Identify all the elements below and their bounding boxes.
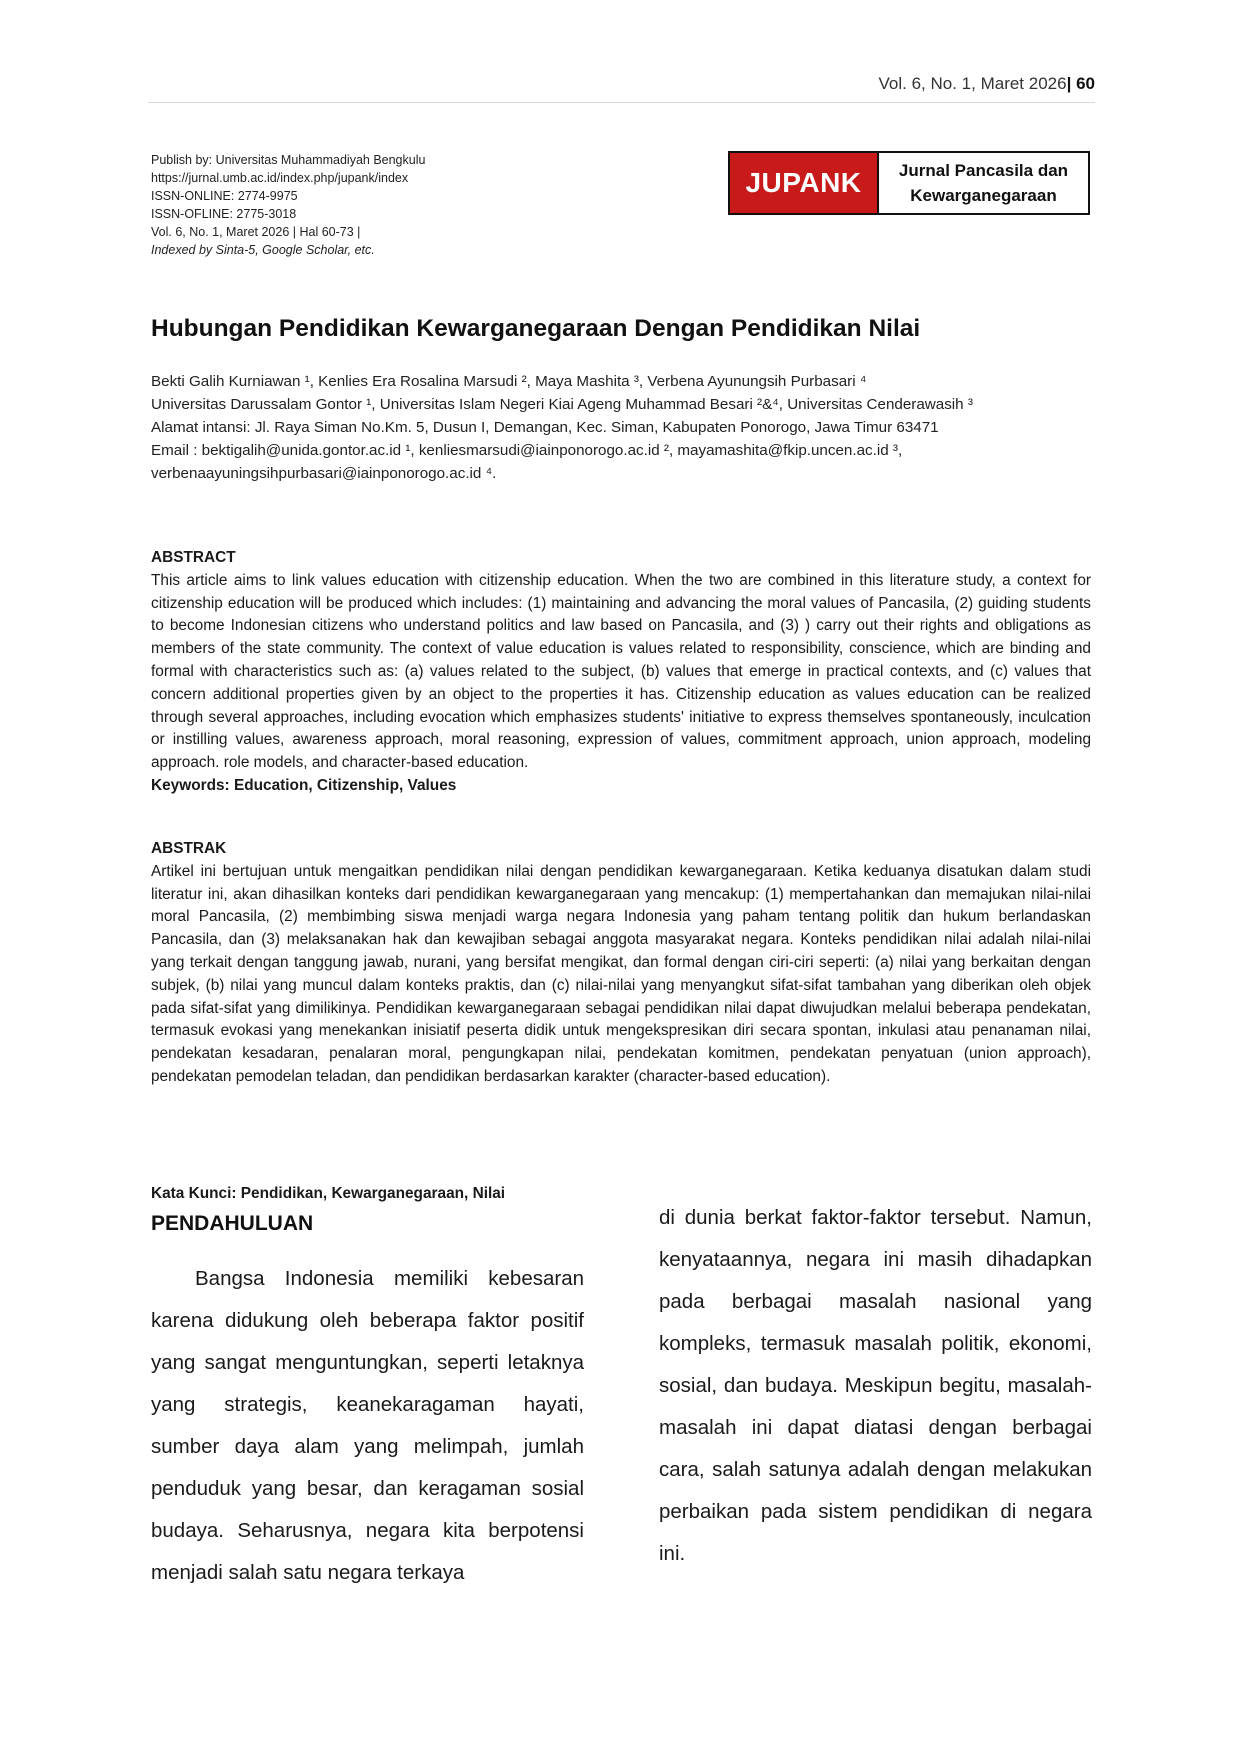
intro-paragraph: Bangsa Indonesia memiliki kebesaran karena didukung oleh beberapa faktor positif yang sangat menguntungkan, seperti letaknya yang strategis, keanekaragaman hayati, sumber daya alam yang melimpah, jumlah penduduk yang besar, dan keragaman sosial budaya. Seharusnya, negara kita berpotensi menjadi salah satu negara terkaya <box>151 1267 584 1584</box>
issue-pages: Vol. 6, No. 1, Maret 2026 | Hal 60-73 | <box>151 225 361 239</box>
journal-name <box>879 153 1088 213</box>
journal-name-line1: Jurnal Pancasila dan <box>898 161 1069 180</box>
author-emails-cont: verbenaayuningsihpurbasari@iainponorogo.ac.id ⁴. <box>151 465 497 482</box>
intro-paragraph-cont: di dunia berkat faktor-faktor tersebut. Namun, kenyataannya, negara ini masih dihadapkan pada berbagai masalah nasional yang kompleks, termasuk masalah politik, ekonomi, sosial, dan budaya. Meskipun begitu, masalah-masalah ini dapat diatasi dengan berbagai cara, salah satunya adalah dengan melakukan perbaikan pada sistem pendidikan di negara ini. <box>659 1206 1092 1565</box>
abstract-section <box>151 547 1091 798</box>
author-names: Bekti Galih Kurniawan ¹, Kenlies Era Rosalina Marsudi ², Maya Mashita ³, Verbena Ayunungsih Purbasari ⁴ <box>151 373 867 390</box>
volume-info: Vol. 6, No. 1, Maret 2026 <box>878 74 1067 93</box>
journal-url[interactable]: https://jurnal.umb.ac.id/index.php/jupank/index <box>151 171 409 185</box>
abstrak-section <box>151 838 1091 1089</box>
abstract-body: This article aims to link values education with citizenship education. When the two are combined in this literature study, a context for citizenship education will be produced which includes: (1) maintaining and advancing the moral values of Pancasila, (2) guiding students to become Indonesian citizens who understand politics and law based on Pancasila, and (3) ) carry out their rights and obligations as members of the state community. The context of value education is values related to responsibility, conscience, which are binding and formal with characteristics such as: (a) values related to the subject, (b) values that emerge in practical contexts, and (c) values that concern additional properties given by an object to the properties it has. Citizenship education as values education can be realized through several approaches, including evocation which emphasizes students' initiative to express themselves spontaneously, inculcation or instilling values, awareness approach, moral reasoning, expression of values, commitment approach, union approach, modeling approach. role models, and character-based education. <box>151 571 1091 772</box>
header-separator: | <box>1066 74 1072 93</box>
running-header <box>148 74 1095 103</box>
author-affiliations: Universitas Darussalam Gontor ¹, Universitas Islam Negeri Kiai Ageng Muhammad Besari ²&⁴, Universitas Cenderawasih ³ <box>151 396 973 413</box>
publisher-line: Publish by: Universitas Muhammadiyah Bengkulu <box>151 153 426 167</box>
paper-title: Hubungan Pendidikan Kewarganegaraan Dengan Pendidikan Nilai <box>151 315 921 342</box>
intro-left-column <box>151 1258 584 1594</box>
author-block <box>151 370 1096 485</box>
author-emails: Email : bektigalih@unida.gontor.ac.id ¹, kenliesmarsudi@iainponorogo.ac.id ², mayamashita@fkip.uncen.ac.id ³, <box>151 442 903 459</box>
page-number: 60 <box>1076 74 1095 93</box>
issn-offline: ISSN-OFLINE: 2775-3018 <box>151 207 297 221</box>
indexing-info: Indexed by Sinta-5, Google Scholar, etc. <box>151 243 375 257</box>
intro-right-column <box>659 1197 1092 1575</box>
journal-logo-box <box>728 151 1090 215</box>
abstrak-keywords: Kata Kunci: Pendidikan, Kewarganegaraan, Nilai <box>151 1185 506 1202</box>
journal-name-line2: Kewarganegaraan <box>910 186 1057 205</box>
abstract-keywords: Keywords: Education, Citizenship, Values <box>151 776 457 794</box>
journal-brand: JUPANK <box>730 153 879 213</box>
abstract-heading: ABSTRACT <box>151 549 236 566</box>
issn-online: ISSN-ONLINE: 2774-9975 <box>151 189 298 203</box>
institution-address: Alamat intansi: Jl. Raya Siman No.Km. 5, Dusun I, Demangan, Kec. Siman, Kabupaten Ponorogo, Jawa Timur 63471 <box>151 419 939 436</box>
abstrak-heading: ABSTRAK <box>151 840 227 857</box>
abstrak-body: Artikel ini bertujuan untuk mengaitkan pendidikan nilai dengan pendidikan kewarganegaraan. Ketika keduanya disatukan dalam studi literatur ini, akan dihasilkan konteks dari pendidikan kewarganegaraan yang mencakup: (1) mempertahankan dan memajukan nilai-nilai moral Pancasila, (2) membimbing siswa menjadi warga negara Indonesia yang paham tentang politik dan hukum berlandaskan Pancasila, dan (3) melaksanakan hak dan kewajiban sebagai anggota masyarakat negara. Konteks pendidikan nilai adalah nilai-nilai yang terkait dengan tanggung jawab, nurani, yang bersifat mengikat, dan formal dengan ciri-ciri seperti: (a) nilai yang berkaitan dengan subjek, (b) nilai yang muncul dalam konteks praktis, dan (c) nilai-nilai yang menyangkut sifat-sifat tambahan yang diberikan oleh objek pada sifat-sifat yang dimilikinya. Pendidikan kewarganegaraan sebagai pendidikan nilai dapat diwujudkan melalui beberapa pendekatan, termasuk evokasi yang menekankan inisiatif peserta didik untuk mengekspresikan diri secara spontan, inkulasi atau penanaman nilai, pendekatan kesadaran, penalaran moral, pengungkapan nilai, pendekatan komitmen, pendekatan penyatuan (union approach), pendekatan pemodelan teladan, dan pendidikan berdasarkan karakter (character-based education). <box>151 862 1091 1085</box>
publisher-info <box>151 151 571 259</box>
section-heading-pendahuluan: PENDAHULUAN <box>151 1212 314 1235</box>
